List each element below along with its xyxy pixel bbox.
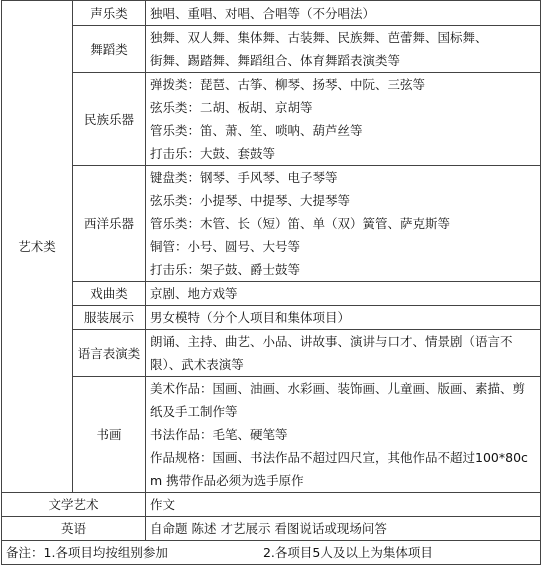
table-row xyxy=(2,306,541,330)
western-instruments-content xyxy=(146,166,541,282)
opera-label: 戏曲类 xyxy=(73,282,146,306)
folk-line: 管乐类：笛、萧、笙、唢呐、葫芦丝等 xyxy=(150,123,363,138)
costume-label: 服装展示 xyxy=(73,306,146,330)
western-line: 弦乐类：小提琴、中提琴、大提琴等 xyxy=(150,193,351,208)
dance-content xyxy=(146,26,541,73)
table-row xyxy=(2,541,541,565)
table-row xyxy=(2,166,541,282)
western-line: 打击乐：架子鼓、爵士鼓等 xyxy=(150,262,301,277)
competition-items-table xyxy=(1,0,541,493)
western-line: 键盘类：钢琴、手风琴、电子琴等 xyxy=(150,170,338,185)
painting-line: 作品规格：国画、书法作品不超过四尺宣，其他作品不超过100*80cm 携带作品必须为选手原作 xyxy=(150,450,528,488)
folk-instruments-content xyxy=(146,73,541,166)
table-row xyxy=(2,493,541,517)
literature-content: 作文 xyxy=(146,493,541,517)
painting-line: 美术作品：国画、油画、水彩画、装饰画、儿童画、版画、素描、剪纸及手工制作等 xyxy=(150,381,526,419)
english-label: 英语 xyxy=(2,517,146,541)
table-row xyxy=(2,282,541,306)
competition-items-table-footer xyxy=(1,492,541,565)
western-line: 铜管：小号、圆号、大号等 xyxy=(150,239,301,254)
folk-line: 打击乐：大鼓、套鼓等 xyxy=(150,146,276,161)
painting-line: 书法作品：毛笔、硬笔等 xyxy=(150,427,288,442)
costume-content: 男女模特（分个人项目和集体项目） xyxy=(146,306,541,330)
table-row xyxy=(2,73,541,166)
dance-line: 独舞、双人舞、集体舞、古装舞、民族舞、芭蕾舞、国标舞、 xyxy=(150,30,488,45)
table-row xyxy=(2,517,541,541)
table-row xyxy=(2,1,541,26)
western-line: 管乐类：木管、长（短）笛、单（双）簧管、萨克斯等 xyxy=(150,216,451,231)
language-label: 语言表演类 xyxy=(73,330,146,377)
literature-label: 文学艺术 xyxy=(2,493,146,517)
table-row xyxy=(2,377,541,493)
opera-content: 京剧、地方戏等 xyxy=(146,282,541,306)
dance-line: 街舞、踢踏舞、舞蹈组合、体育舞蹈表演类等 xyxy=(150,53,401,68)
painting-label: 书画 xyxy=(73,377,146,493)
language-content: 朗诵、主持、曲艺、小品、讲故事、演讲与口才、情景剧（语言不限）、武术表演等 xyxy=(146,330,541,377)
folk-line: 弦乐类：二胡、板胡、京胡等 xyxy=(150,100,313,115)
english-content: 自命题 陈述 才艺展示 看图说话或现场问答 xyxy=(146,517,541,541)
note-cell xyxy=(2,541,541,565)
painting-content xyxy=(146,377,541,493)
dance-label: 舞蹈类 xyxy=(73,26,146,73)
table-row xyxy=(2,330,541,377)
table-row xyxy=(2,26,541,73)
folk-instruments-label: 民族乐器 xyxy=(73,73,146,166)
western-instruments-label: 西洋乐器 xyxy=(73,166,146,282)
note-part-2: 2.各项目5人及以上为集体项目 xyxy=(262,545,433,560)
vocal-content: 独唱、重唱、对唱、合唱等（不分唱法） xyxy=(146,1,541,26)
vocal-label: 声乐类 xyxy=(73,1,146,26)
note-part-1: 备注：1.各项目均按组别参加 xyxy=(6,545,168,560)
folk-line: 弹拨类：琵琶、古筝、柳琴、扬琴、中阮、三弦等 xyxy=(150,77,426,92)
art-category-cell: 艺术类 xyxy=(2,1,73,493)
